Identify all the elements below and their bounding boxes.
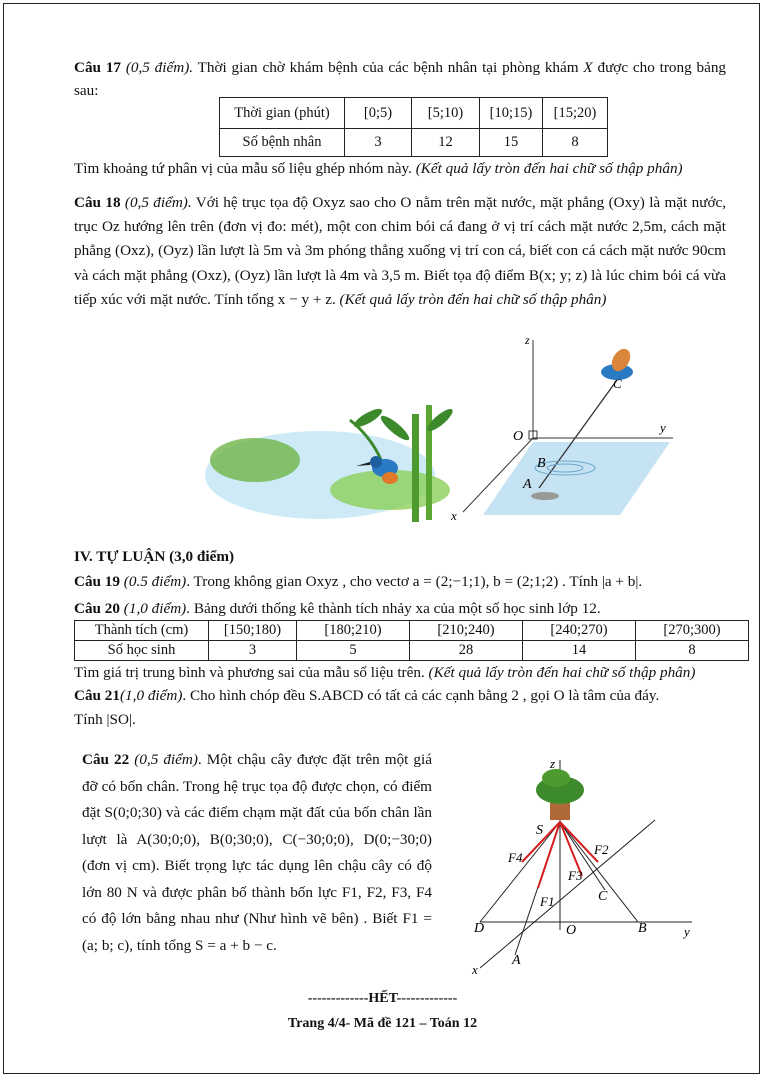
label-F2: F2 — [594, 842, 609, 857]
table-cell: Số bệnh nhân — [220, 129, 345, 157]
q18-points: (0,5 điểm). — [120, 194, 192, 211]
q20-note: (Kết quả lấy tròn đến hai chữ số thập phân) — [428, 664, 696, 681]
label-z: z — [550, 756, 556, 771]
label-y: y — [684, 924, 690, 939]
table-cell: 5 — [297, 641, 410, 661]
q21-text2: Tính |SO|. — [74, 711, 136, 728]
q18-coordinate-figure — [445, 330, 685, 530]
table-cell: 28 — [410, 641, 523, 661]
q18-label: Câu 18 — [74, 194, 121, 211]
q22-points: (0,5 điểm) — [129, 751, 198, 768]
q17-label: Câu 17 — [74, 59, 122, 76]
label-O: O — [513, 429, 524, 444]
q17-var: X — [583, 59, 593, 76]
question-22 — [82, 747, 432, 959]
q19-points: (0.5 điểm) — [120, 573, 187, 590]
table-cell: [5;10) — [412, 98, 480, 129]
table-row — [220, 98, 608, 129]
table-cell: 15 — [480, 129, 543, 157]
table-cell: [15;20) — [543, 98, 608, 129]
fish — [531, 492, 559, 500]
kingfisher-belly — [382, 472, 398, 484]
question-21 — [74, 684, 726, 732]
label-C: C — [598, 889, 608, 904]
question-18 — [74, 191, 726, 312]
label-F1: F1 — [540, 894, 555, 909]
table-cell: 3 — [345, 129, 412, 157]
bamboo-stalk — [412, 414, 419, 522]
label-x: x — [451, 508, 457, 523]
q18-note: (Kết quả lấy tròn đến hai chữ số thập phân) — [339, 290, 607, 308]
table-cell: [210;240) — [410, 621, 523, 641]
q21-label: Câu 21 — [74, 687, 120, 704]
table-cell: 8 — [543, 129, 608, 157]
q17-points: (0,5 điểm). — [121, 59, 194, 76]
label-z: z — [525, 333, 530, 347]
kingfisher-scene-illustration — [200, 400, 465, 525]
label-F4: F4 — [508, 850, 523, 865]
label-B: B — [638, 921, 647, 936]
table-cell: 3 — [209, 641, 297, 661]
table-cell: [240;270) — [523, 621, 636, 641]
label-A: A — [512, 953, 521, 968]
q22-text: . Một chậu cây được đặt trên một giá đỡ có bốn chân. Trong hệ trục tọa độ được chọn, có điểm đặt S(0;0;30) và các điểm chạm mặt đất của bốn chân lần lượt là A(30;0;0), B(0;30;0), C(−30;0;0), D(0;−30;0) (đơn vị cm). Biết trọng lực tác dụng lên chậu cây có độ lớn 80 N và được phân bố thành bốn lực F1, F2, F3, F4 có độ lớn bằng nhau như (Như hình vẽ bên) . Biết F1 = (a; b; c), tính tổng S = a + b − c. — [82, 751, 432, 954]
table-cell: Thời gian (phút) — [220, 98, 345, 129]
label-D: D — [474, 921, 485, 936]
kingfisher-head — [370, 456, 382, 468]
q19-label: Câu 19 — [74, 573, 120, 590]
water-plane — [483, 442, 670, 515]
table-row — [220, 129, 608, 157]
q20-text: . Bảng dưới thống kê thành tích nhảy xa của một số học sinh lớp 12. — [186, 600, 601, 617]
q21-text: . Cho hình chóp đều S.ABCD có tất cả các cạnh bằng 2 , gọi O là tâm của đáy. — [182, 687, 660, 704]
q22-label: Câu 22 — [82, 751, 130, 768]
table-row — [75, 641, 749, 661]
q17-text2: được cho trong bảng sau: — [74, 59, 727, 99]
section-4-title: IV. TỰ LUẬN (3,0 điểm) — [74, 548, 235, 565]
q20-table — [74, 620, 749, 661]
label-B: B — [537, 456, 546, 471]
label-O: O — [566, 923, 577, 938]
plant-foliage — [542, 769, 570, 787]
table-cell: [0;5) — [345, 98, 412, 129]
label-S: S — [536, 823, 543, 838]
q17-question — [74, 157, 726, 180]
q20-question — [74, 661, 726, 684]
q17-table — [219, 97, 608, 157]
section-4-heading — [74, 545, 726, 568]
table-row — [75, 621, 749, 641]
q21-points: (1,0 điểm) — [120, 687, 183, 704]
label-A: A — [523, 477, 532, 492]
q18-text: Với hệ trục tọa độ Oxyz sao cho O nằm trên mặt nước, mặt phẳng (Oxy) là mặt nước, trục Oz hướng lên trên (đơn vị đo: mét), một con chim bói cá đang ở vị trí cách mặt nước 2,5m, cách mặt phẳng (Oxz), (Oyz) lần lượt là 5m và 3m phóng thẳng xuống vị trí con cá, biết con cá cách mặt nước 90cm và cách mặt phẳng (Oxz), (Oyz) lần lượt là 4m và 3,5 m. Biết tọa độ điểm B(x; y; z) là lúc chim bói cá vừa tiếp xúc với mặt nước. Tính tổng x − y + z. — [74, 194, 727, 308]
table-cell: [10;15) — [480, 98, 543, 129]
table-cell: [270;300) — [636, 621, 749, 641]
end-marker: -------------HẾT------------- — [307, 991, 458, 1006]
table-cell: [150;180) — [209, 621, 297, 641]
table-cell: 12 — [412, 129, 480, 157]
q20-points: (1,0 điểm) — [120, 600, 187, 617]
q17-note: (Kết quả lấy tròn đến hai chữ số thập phân) — [415, 160, 683, 177]
q22-force-figure — [460, 750, 700, 980]
table-cell: 14 — [523, 641, 636, 661]
grass-patch — [210, 438, 300, 482]
question-20 — [74, 597, 726, 620]
label-C: C — [613, 376, 622, 391]
q19-text: . Trong không gian Oxyz , cho vectơ a = (2;−1;1), b = (2;1;2) . Tính |a + b|. — [186, 573, 643, 590]
leaf — [352, 406, 385, 431]
q17-text1: Thời gian chờ khám bệnh của các bệnh nhân tại phòng khám — [193, 59, 584, 76]
q20-question-text: Tìm giá trị trung bình và phương sai của mẫu số liệu trên. — [74, 664, 429, 681]
label-x: x — [472, 962, 478, 977]
q20-label: Câu 20 — [74, 600, 120, 617]
question-19 — [74, 570, 726, 593]
table-cell: [180;210) — [297, 621, 410, 641]
label-y: y — [660, 420, 666, 435]
question-17 — [74, 56, 726, 102]
page-footer: Trang 4/4- Mã đề 121 – Toán 12 — [287, 1016, 478, 1031]
q17-question-text: Tìm khoảng tứ phân vị của mẫu số liệu ghép nhóm này. — [74, 160, 416, 177]
table-cell: 8 — [636, 641, 749, 661]
table-cell: Thành tích (cm) — [75, 621, 209, 641]
force-F2 — [560, 822, 598, 862]
table-cell: Số học sinh — [75, 641, 209, 661]
label-F3: F3 — [568, 868, 583, 883]
